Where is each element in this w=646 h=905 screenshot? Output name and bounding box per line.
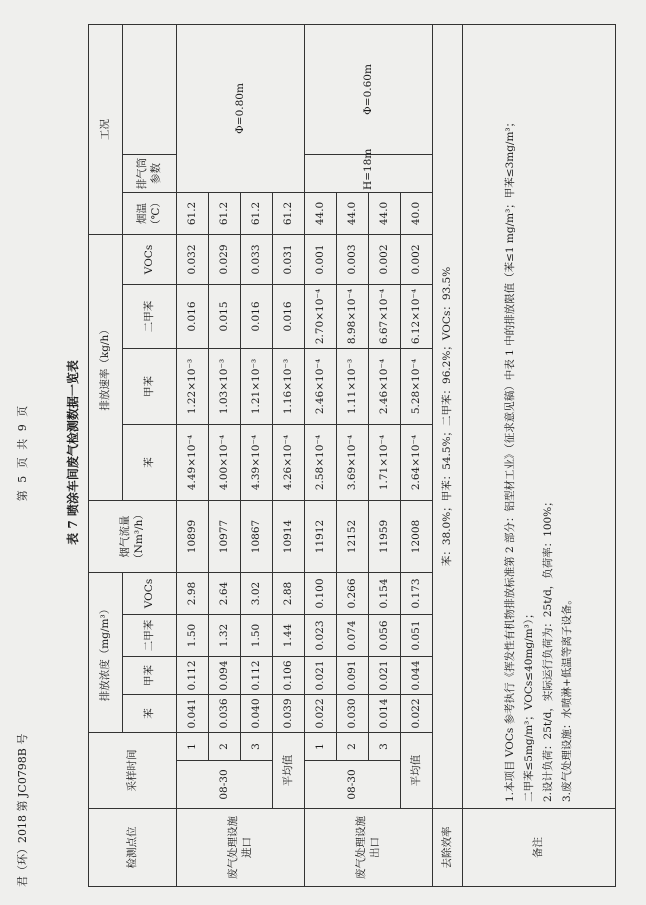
page-info: 第 5 页 共 9 页	[16, 403, 29, 502]
average-row: 平均值 0.022 0.044 0.051 0.173 12008 2.64×10⁻⁴ 5.28×10⁻⁴ 6.12×10⁻⁴ 0.002 40.0	[401, 24, 433, 886]
average-row: 平均值 0.039 0.106 1.44 2.88 10914 4.26×10⁻⁴ 1.16×10⁻³ 0.016 0.031 61.2	[273, 24, 305, 886]
inlet-params: Φ=0.80m	[177, 24, 305, 192]
col-time: 采样时间	[89, 733, 177, 809]
efficiency-label: 去除效率	[433, 809, 463, 887]
remarks-content	[463, 24, 616, 808]
col-rate-vocs: VOCs	[123, 234, 177, 284]
table-row: 废气处理设施出口 08-30 1 0.022 0.021 0.023 0.100 11912 2.58×10⁻⁴ 2.46×10⁻⁴ 2.70×10⁻⁴ 0.001 44.0 H=18m Φ=0.60m	[305, 24, 337, 886]
col-flow: 烟气流量（Nm³/h）	[89, 500, 177, 572]
col-temp: 烟温（℃）	[123, 192, 177, 234]
col-rate-xylene: 二甲苯	[123, 284, 177, 348]
col-exhaust-params: 排气筒参数	[123, 154, 177, 192]
col-params-blank	[123, 24, 177, 154]
col-work-group: 工况	[89, 24, 123, 234]
table-row: 3 0.014 0.021 0.056 0.154 11959 1.71×10⁻⁴ 2.46×10⁻⁴ 6.67×10⁻⁴ 0.002 44.0	[369, 24, 401, 886]
inlet-date: 08-30	[177, 761, 273, 809]
efficiency-value: 苯：38.0%；甲苯：54.5%；二甲苯：96.2%；VOCs：93.5%	[433, 24, 463, 808]
remark-line-2: 二甲苯≤5mg/m³；VOCs≤40mg/m³）；	[523, 608, 536, 802]
table-row: 2 0.030 0.091 0.074 0.266 12152 3.69×10⁻⁴ 1.11×10⁻³ 8.98×10⁻⁴ 0.003 44.0	[337, 24, 369, 886]
col-rate-benzene: 苯	[123, 424, 177, 500]
col-conc-vocs: VOCs	[123, 572, 177, 614]
col-rate-group: 排放速率（kg/h）	[89, 234, 123, 500]
outlet-params: Φ=0.60m	[305, 24, 433, 154]
document-number: 君（环）2018 第 JC0798B 号	[16, 733, 29, 887]
table-row: 2 0.036 0.094 1.32 2.64 10977 4.00×10⁻⁴ 1.03×10⁻³ 0.015 0.029 61.2	[209, 24, 241, 886]
outlet-date: 08-30	[305, 761, 401, 809]
emission-data-table	[88, 24, 616, 887]
remark-line-1: 1.本项目 VOCs 参考执行《挥发性有机物排放标准第 2 部分：铝型材工业》（征求意见稿）中表 1 中的排放限值（苯≤1 mg/m³；甲苯≤3mg/m³；	[504, 116, 517, 802]
outlet-height: H=18m	[305, 154, 433, 192]
remarks-row	[463, 24, 616, 886]
col-point: 检测点位	[89, 809, 177, 887]
col-conc-toluene: 甲苯	[123, 657, 177, 695]
col-conc-xylene: 二甲苯	[123, 615, 177, 657]
remark-line-4: 3.废气处理设施：水喷淋+低温等离子设备。	[560, 594, 573, 802]
col-conc-group: 排放浓度（mg/m³）	[89, 572, 123, 732]
efficiency-row	[433, 24, 463, 886]
remark-line-3: 2.设计负荷：25t/d，实际运行负荷为：25t/d，负荷率：100%；	[542, 496, 554, 802]
inlet-point: 废气处理设施进口	[177, 809, 305, 887]
col-rate-toluene: 甲苯	[123, 348, 177, 424]
outlet-point: 废气处理设施出口	[305, 809, 433, 887]
table-row: 3 0.040 0.112 1.50 3.02 10867 4.39×10⁻⁴ 1.21×10⁻³ 0.016 0.033 61.2	[241, 24, 273, 886]
table-caption: 表 7 喷涂车间废气检测数据一览表	[66, 360, 80, 545]
remarks-label: 备注	[463, 809, 616, 887]
table-row: 废气处理设施进口 08-30 1 0.041 0.112 1.50 2.98 10899 4.49×10⁻⁴ 1.22×10⁻³ 0.016 0.032 61.2 Φ=0.80m	[177, 24, 209, 886]
header-row-1	[89, 24, 123, 886]
col-conc-benzene: 苯	[123, 695, 177, 733]
